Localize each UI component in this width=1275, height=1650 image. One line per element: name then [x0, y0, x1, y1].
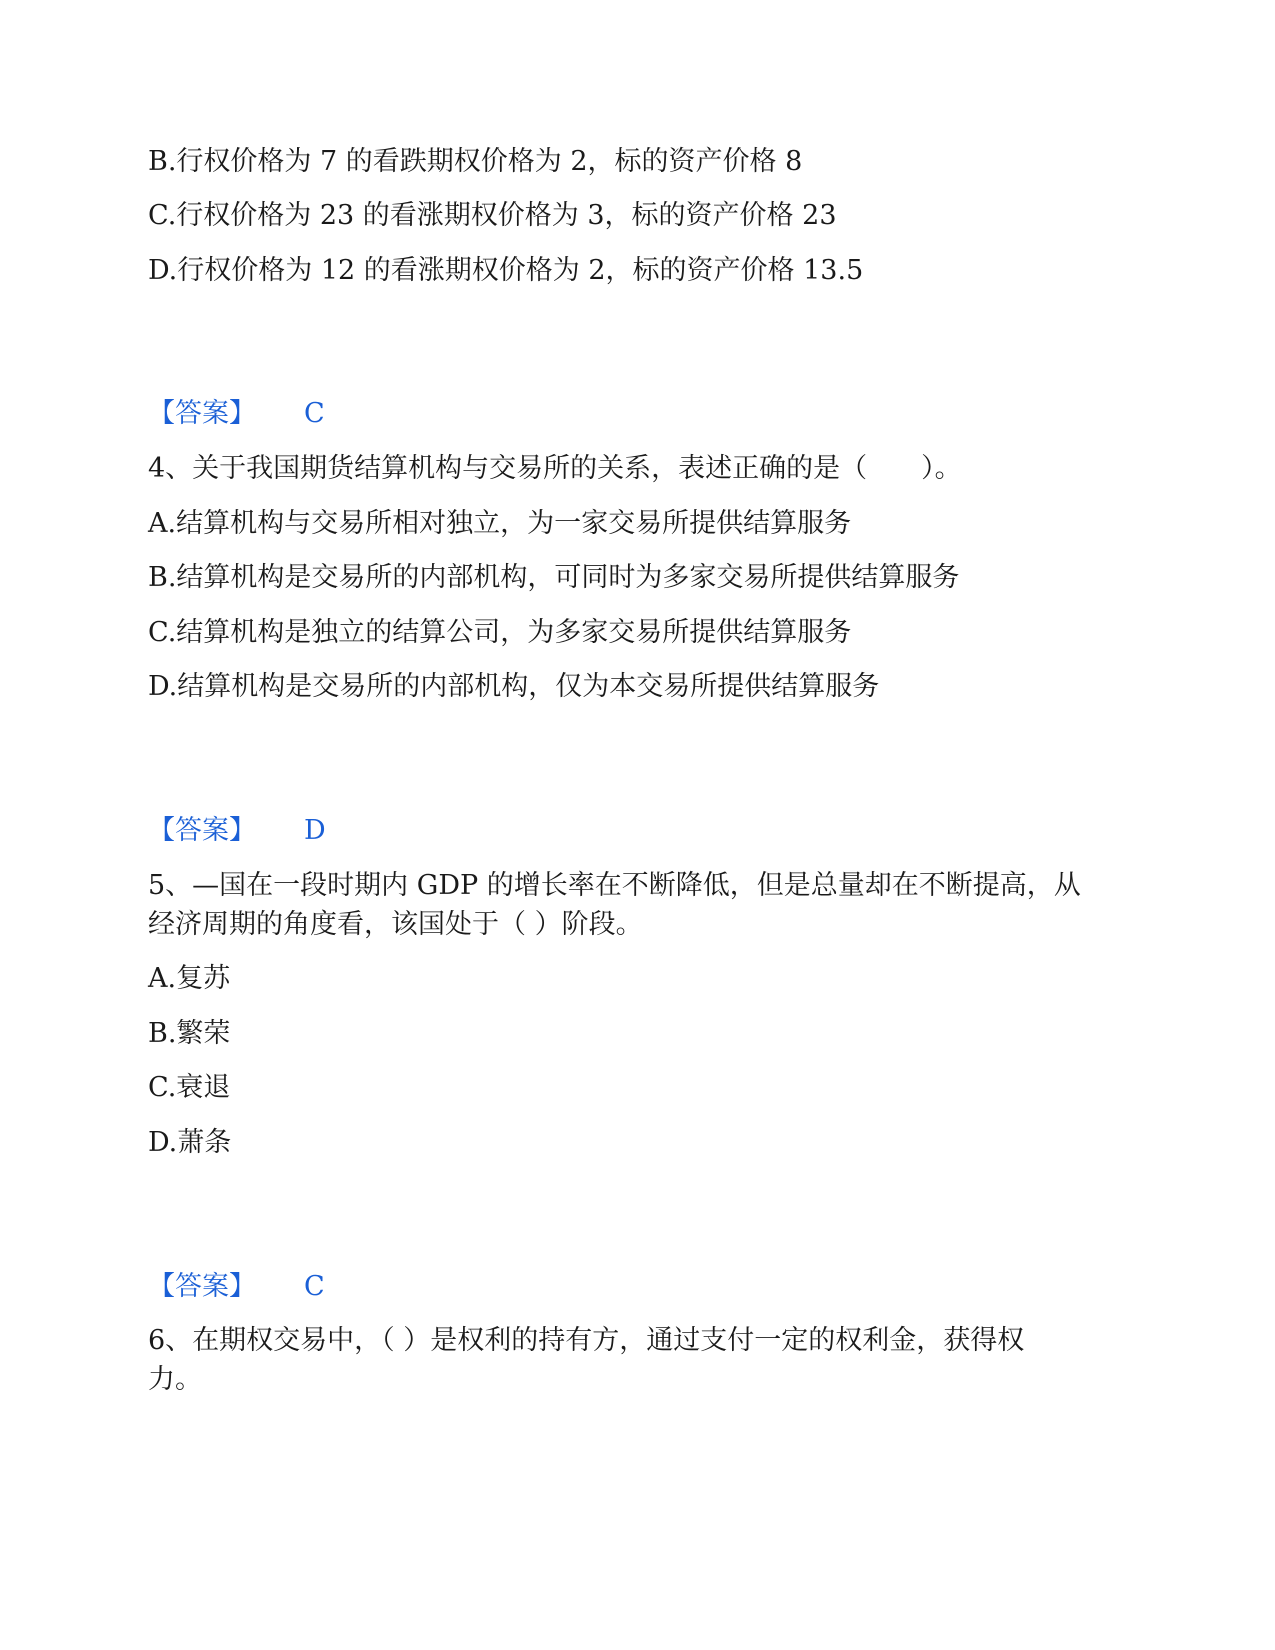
q5-stem-line-1: 5、—国在一段时期内 GDP 的增长率在不断降低，但是总量却在不断提高，从 — [148, 870, 1081, 901]
q4-option-b: B.结算机构是交易所的内部机构，可同时为多家交易所提供结算服务 — [148, 562, 960, 593]
answer-label: 【答案】 — [148, 1271, 256, 1302]
q5-answer-value: C — [304, 1271, 325, 1302]
q5-option-a: A.复苏 — [148, 963, 231, 994]
q5-answer-line — [148, 1270, 325, 1304]
q5-option-c: C.衰退 — [148, 1072, 231, 1103]
q3-option-c: C.行权价格为 23 的看涨期权价格为 3，标的资产价格 23 — [148, 200, 837, 231]
answer-label: 【答案】 — [148, 815, 256, 846]
q4-option-c: C.结算机构是独立的结算公司，为多家交易所提供结算服务 — [148, 617, 852, 648]
q3-option-b: B.行权价格为 7 的看跌期权价格为 2，标的资产价格 8 — [148, 146, 803, 177]
answer-label: 【答案】 — [148, 398, 256, 429]
q6-stem-line-1: 6、在期权交易中，（ ）是权利的持有方，通过支付一定的权利金，获得权 — [148, 1325, 1025, 1356]
q4-answer-value: D — [304, 815, 326, 846]
q5-option-b: B.繁荣 — [148, 1018, 231, 1049]
q4-stem: 4、关于我国期货结算机构与交易所的关系，表述正确的是（ ）。 — [148, 453, 962, 484]
q5-option-d: D.萧条 — [148, 1127, 232, 1158]
q3-option-d: D.行权价格为 12 的看涨期权价格为 2，标的资产价格 13.5 — [148, 255, 864, 286]
q4-option-a: A.结算机构与交易所相对独立，为一家交易所提供结算服务 — [148, 508, 852, 539]
q3-answer-value: C — [304, 398, 325, 429]
q4-option-d: D.结算机构是交易所的内部机构，仅为本交易所提供结算服务 — [148, 671, 880, 702]
q4-answer-line — [148, 814, 326, 848]
q6-stem-line-2: 力。 — [148, 1364, 202, 1395]
q5-stem-line-2: 经济周期的角度看，该国处于（ ）阶段。 — [148, 909, 643, 940]
q3-answer-line — [148, 397, 325, 431]
